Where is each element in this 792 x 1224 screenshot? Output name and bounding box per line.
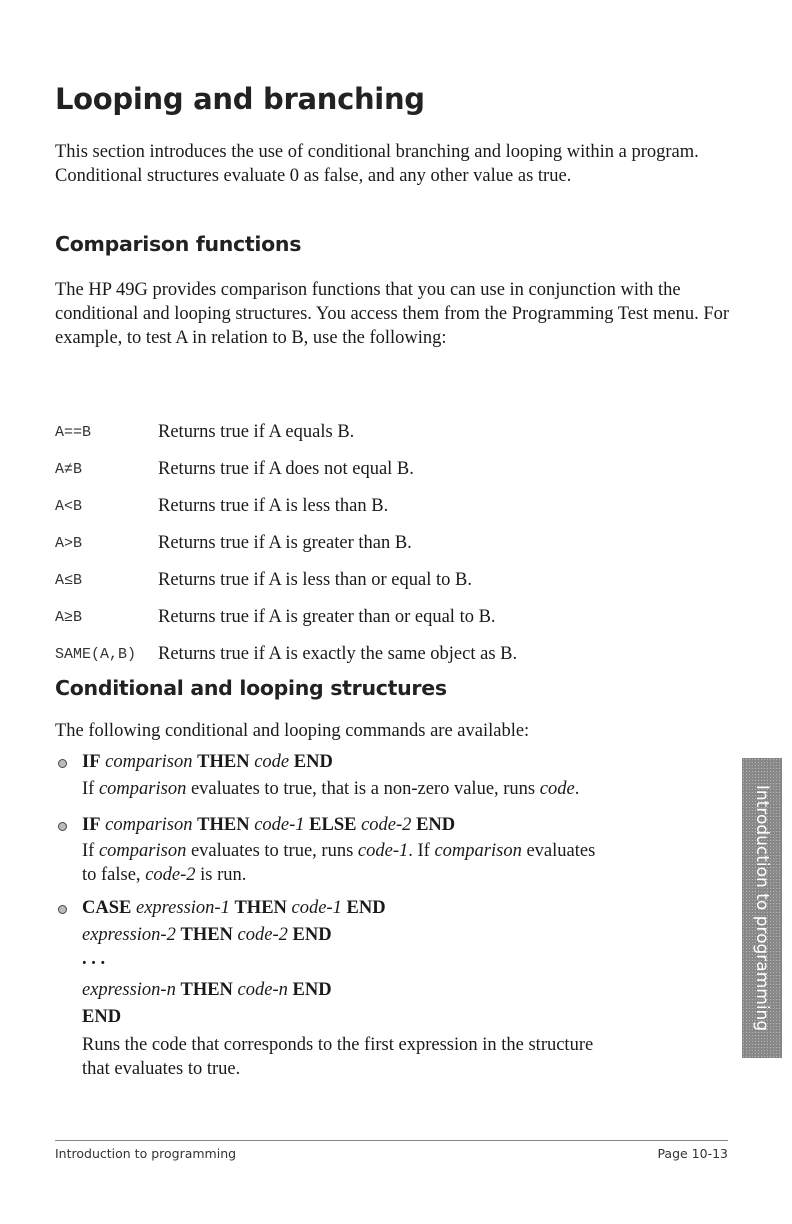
footer-chapter: Introduction to programming	[55, 1146, 237, 1161]
function-desc: Returns true if A equals B.	[158, 422, 355, 442]
function-name: A≤B	[55, 572, 83, 589]
footer-page-number: Page 10-13	[657, 1146, 728, 1161]
function-desc: Returns true if A is exactly the same object as B.	[158, 644, 518, 664]
syntax-case-ellipsis: . . .	[82, 949, 106, 969]
function-desc: Returns true if A is less than B.	[158, 496, 389, 516]
function-desc: Returns true if A is less than or equal to B.	[158, 570, 472, 590]
footer-rule	[55, 1140, 728, 1141]
syntax-case-n: expression-n THEN code-n END	[82, 980, 332, 1000]
function-desc: Returns true if A is greater than or equal to B.	[158, 607, 496, 627]
function-desc: Returns true if A does not equal B.	[158, 459, 414, 479]
comparison-heading: Comparison functions	[55, 232, 302, 256]
side-tab-label: Introduction to programming	[752, 784, 772, 1032]
function-name: A>B	[55, 535, 83, 552]
bullet-icon	[58, 822, 67, 831]
function-name: A==B	[55, 424, 92, 441]
syntax-if-then: IF comparison THEN code END	[82, 752, 333, 772]
function-name: A<B	[55, 498, 83, 515]
function-desc: Returns true if A is greater than B.	[158, 533, 412, 553]
structures-heading: Conditional and looping structures	[55, 676, 447, 700]
desc-if-then-else-cont: to false, code-2 is run.	[82, 865, 247, 885]
chapter-side-tab	[742, 758, 782, 1058]
intro-paragraph: This section introduces the use of conditional branching and looping within a program. Conditional structures evaluate 0 as false, and any other value as true.	[55, 142, 699, 186]
bullet-icon	[58, 905, 67, 914]
desc-case-1: Runs the code that corresponds to the first expression in the structure	[82, 1035, 594, 1055]
function-name: A≥B	[55, 609, 83, 626]
function-name: SAME(A,B)	[55, 646, 137, 663]
syntax-if-then-else: IF comparison THEN code-1 ELSE code-2 END	[82, 815, 456, 835]
desc-if-then: If comparison evaluates to true, that is a non-zero value, runs code.	[82, 779, 580, 799]
comparison-paragraph: The HP 49G provides comparison functions that you can use in conjunction with the conditional and looping structures. You access them from the Programming Test menu. For example, to test A in relation to B, use the following:	[55, 280, 730, 348]
desc-if-then-else: If comparison evaluates to true, runs code-1. If comparison evaluates	[82, 841, 596, 861]
page-title: Looping and branching	[55, 82, 425, 116]
desc-case-2: that evaluates to true.	[82, 1059, 241, 1079]
structures-paragraph: The following conditional and looping commands are available:	[55, 721, 530, 741]
syntax-case-1: CASE expression-1 THEN code-1 END	[82, 898, 386, 918]
syntax-case-2: expression-2 THEN code-2 END	[82, 925, 332, 945]
function-name: A≠B	[55, 461, 83, 478]
bullet-icon	[58, 759, 67, 768]
syntax-case-end: END	[82, 1007, 122, 1027]
